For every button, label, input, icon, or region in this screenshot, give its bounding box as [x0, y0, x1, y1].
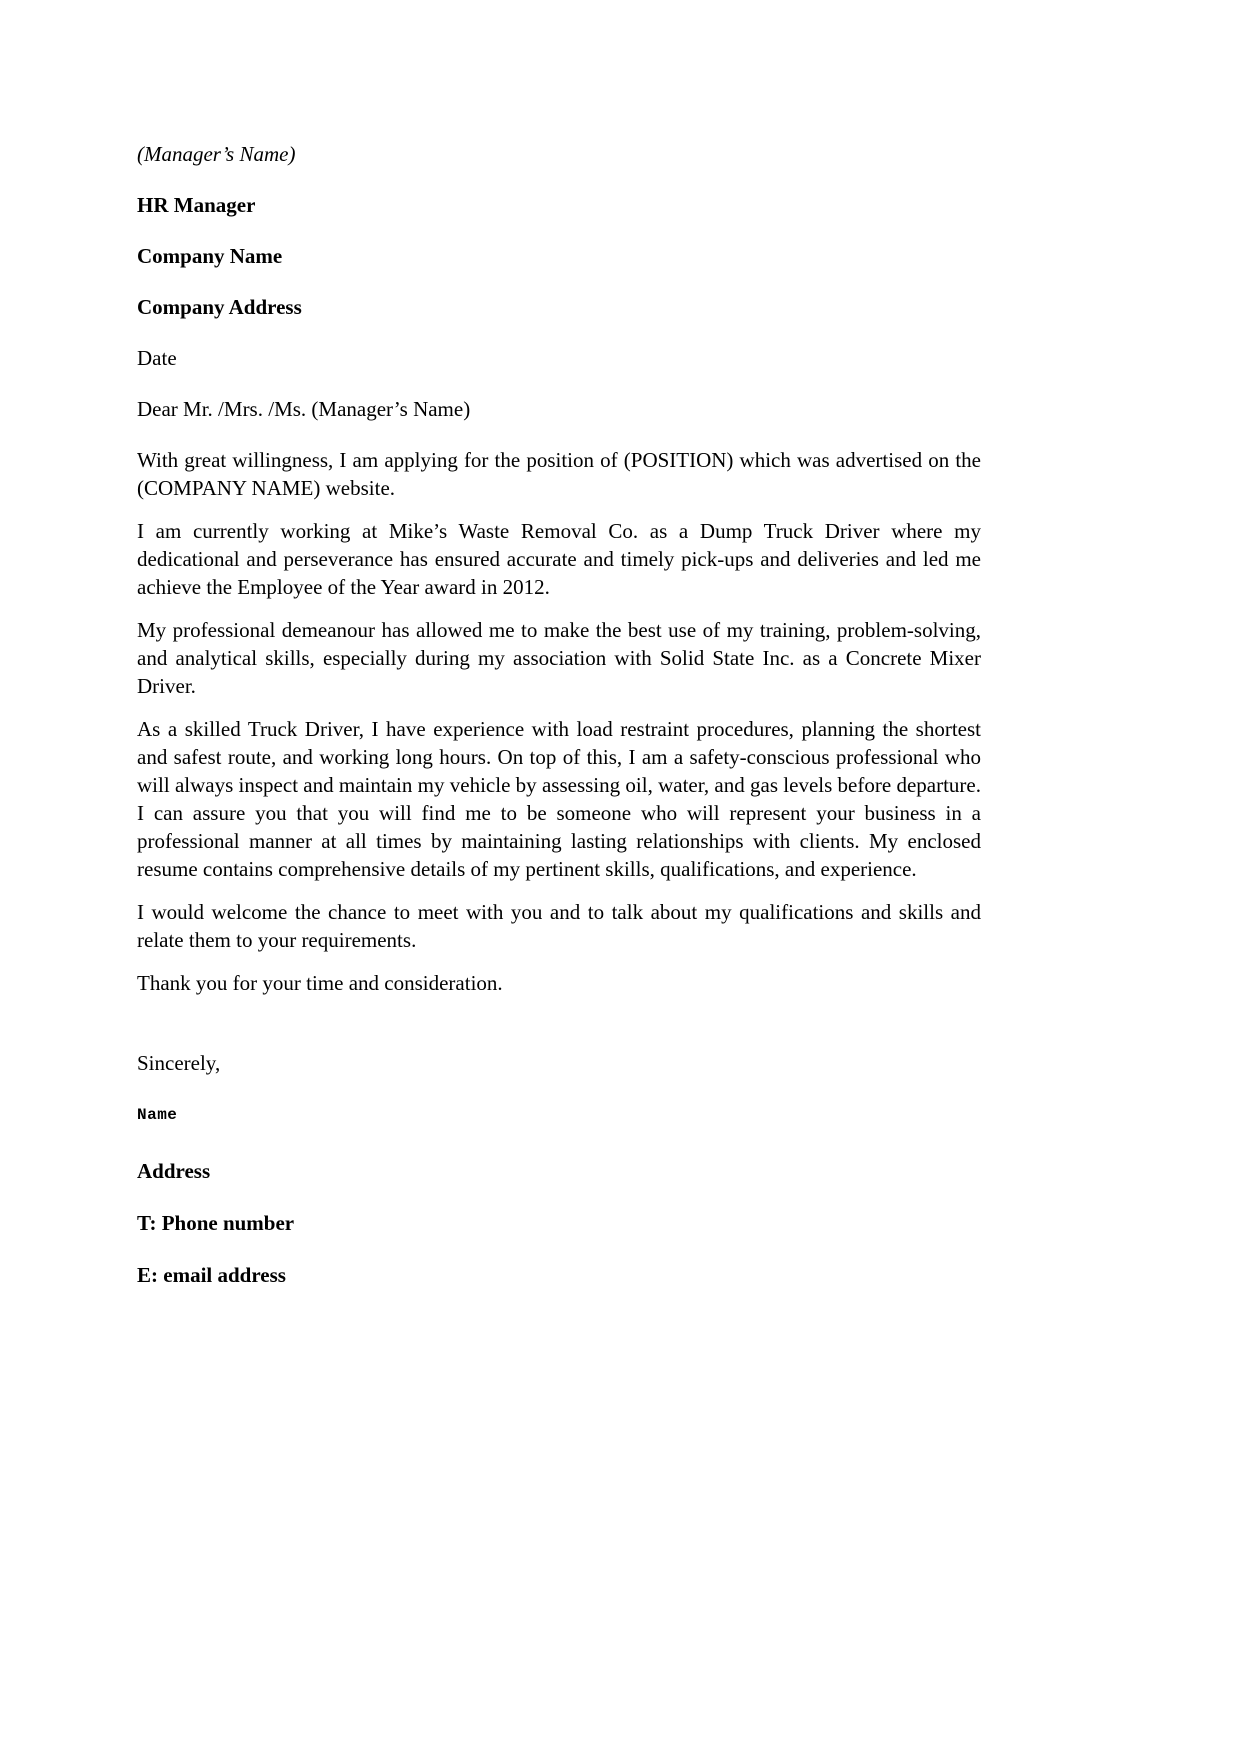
- salutation: Dear Mr. /Mrs. /Ms. (Manager’s Name): [137, 397, 471, 421]
- paragraph-professional-demeanour: My professional demeanour has allowed me to make the best use of my training, problem-solving, and analytical skills, especially during my association with Solid State Inc. as a Concrete Mixer Driver.: [137, 618, 981, 698]
- recipient-company-address: Company Address: [137, 295, 302, 319]
- paragraph-opening: With great willingness, I am applying for the position of (POSITION) which was advertised on the (COMPANY NAME) website.: [137, 448, 981, 500]
- recipient-title: HR Manager: [137, 193, 256, 217]
- paragraph-skills-experience: As a skilled Truck Driver, I have experience with load restraint procedures, planning the shortest and safest route, and working long hours. On top of this, I am a safety-conscious professional who will always inspect and maintain my vehicle by assessing oil, water, and gas levels before departure. I can assure you that you will find me to be someone who will represent your business in a professional manner at all times by maintaining lasting relationships with clients. My enclosed resume contains comprehensive details of my pertinent skills, qualifications, and experience.: [137, 717, 981, 881]
- signature-email: E: email address: [137, 1263, 286, 1287]
- signature-address: Address: [137, 1159, 211, 1183]
- letter-date: Date: [137, 346, 177, 370]
- paragraph-current-role: I am currently working at Mike’s Waste Removal Co. as a Dump Truck Driver where my dedicational and perseverance has ensured accurate and timely pick-ups and deliveries and led me achieve the Employee of the Year award in 2012.: [137, 519, 981, 599]
- signature-phone: T: Phone number: [137, 1211, 295, 1235]
- signature-name: Name: [137, 1106, 178, 1124]
- recipient-company-name: Company Name: [137, 244, 283, 268]
- paragraph-meeting-request: I would welcome the chance to meet with you and to talk about my qualifications and skills and relate them to your requirements.: [137, 900, 981, 952]
- closing-sincerely: Sincerely,: [137, 1051, 221, 1075]
- paragraph-thank-you: Thank you for your time and consideration.: [137, 971, 503, 995]
- recipient-manager-name: (Manager’s Name): [137, 142, 296, 166]
